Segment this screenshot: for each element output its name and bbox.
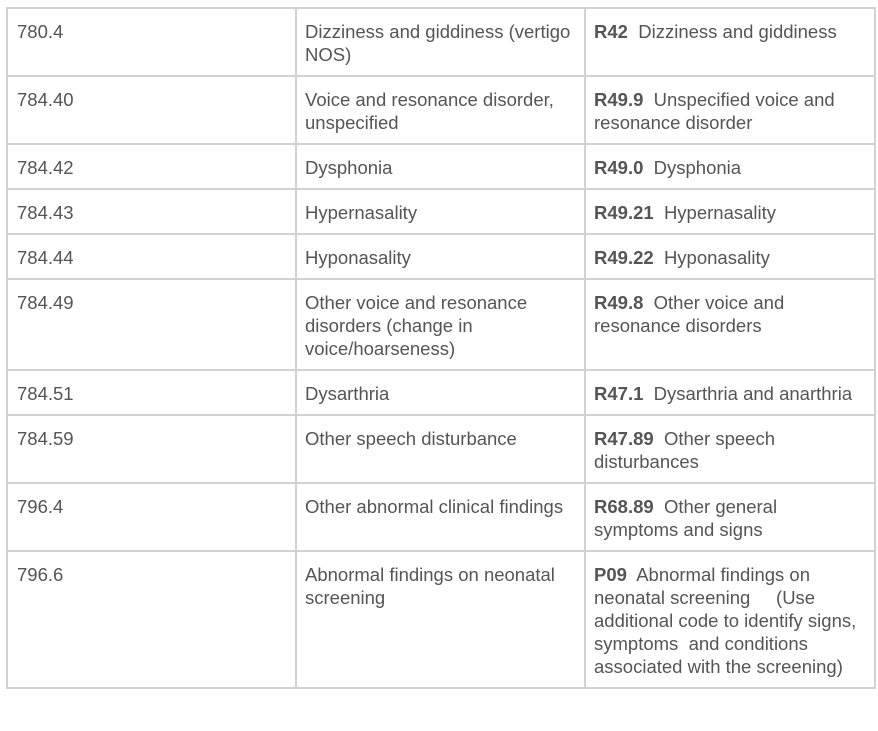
icd10-cell	[585, 189, 875, 234]
icd10-description: Abnormal findings on neonatal screening (Use additional code to identify signs, symptoms and conditions associated with the screening)	[594, 564, 862, 677]
icd9-code-cell: 784.43	[7, 189, 296, 234]
icd10-description: Other general symptoms and signs	[594, 496, 778, 540]
table-row	[7, 76, 875, 144]
icd10-cell	[585, 234, 875, 279]
description-cell: Other abnormal clinical findings	[296, 483, 585, 551]
icd10-description: Other speech disturbances	[594, 428, 776, 472]
icd9-code-cell: 784.49	[7, 279, 296, 370]
description-cell: Abnormal findings on neonatal screening	[296, 551, 585, 688]
description-cell: Other speech disturbance	[296, 415, 585, 483]
icd9-code-cell: 780.4	[7, 8, 296, 76]
table-row	[7, 415, 875, 483]
description-cell: Voice and resonance disorder, unspecified	[296, 76, 585, 144]
table-row	[7, 8, 875, 76]
icd10-code: R49.8	[594, 292, 644, 313]
icd10-code: R49.21	[594, 202, 654, 223]
table-row	[7, 234, 875, 279]
icd10-description: Dizziness and giddiness	[638, 21, 837, 42]
icd10-code: R47.89	[594, 428, 654, 449]
icd10-code: R68.89	[594, 496, 654, 517]
icd9-code-cell: 784.42	[7, 144, 296, 189]
icd10-cell	[585, 370, 875, 415]
icd10-description: Unspecified voice and resonance disorder	[594, 89, 835, 133]
icd10-cell	[585, 415, 875, 483]
icd10-code: R49.22	[594, 247, 654, 268]
icd9-code-cell: 796.4	[7, 483, 296, 551]
table-row	[7, 483, 875, 551]
table-row	[7, 551, 875, 688]
table-row	[7, 279, 875, 370]
icd10-code: P09	[594, 564, 627, 585]
description-cell: Dysarthria	[296, 370, 585, 415]
icd10-description: Dysarthria and anarthria	[653, 383, 853, 404]
icd10-cell	[585, 279, 875, 370]
icd10-code: R47.1	[594, 383, 644, 404]
icd10-cell	[585, 551, 875, 688]
icd9-code-cell: 784.44	[7, 234, 296, 279]
description-cell: Hypernasality	[296, 189, 585, 234]
icd10-cell	[585, 483, 875, 551]
icd10-cell	[585, 144, 875, 189]
icd10-cell	[585, 8, 875, 76]
icd10-code: R49.0	[594, 157, 644, 178]
icd9-code-cell: 784.40	[7, 76, 296, 144]
icd10-description: Hyponasality	[663, 247, 770, 268]
icd10-cell	[585, 76, 875, 144]
description-cell: Dysphonia	[296, 144, 585, 189]
table-row	[7, 189, 875, 234]
icd10-description: Hypernasality	[663, 202, 777, 223]
icd10-code: R42	[594, 21, 628, 42]
icd-code-crosswalk-table	[6, 7, 876, 689]
table-row	[7, 370, 875, 415]
icd9-code-cell: 796.6	[7, 551, 296, 688]
icd10-description: Other voice and resonance disorders	[594, 292, 785, 336]
icd10-description: Dysphonia	[653, 157, 742, 178]
description-cell: Other voice and resonance disorders (change in voice/hoarseness)	[296, 279, 585, 370]
icd9-code-cell: 784.59	[7, 415, 296, 483]
table-row	[7, 144, 875, 189]
description-cell: Dizziness and giddiness (vertigo NOS)	[296, 8, 585, 76]
icd9-code-cell: 784.51	[7, 370, 296, 415]
icd10-code: R49.9	[594, 89, 644, 110]
description-cell: Hyponasality	[296, 234, 585, 279]
